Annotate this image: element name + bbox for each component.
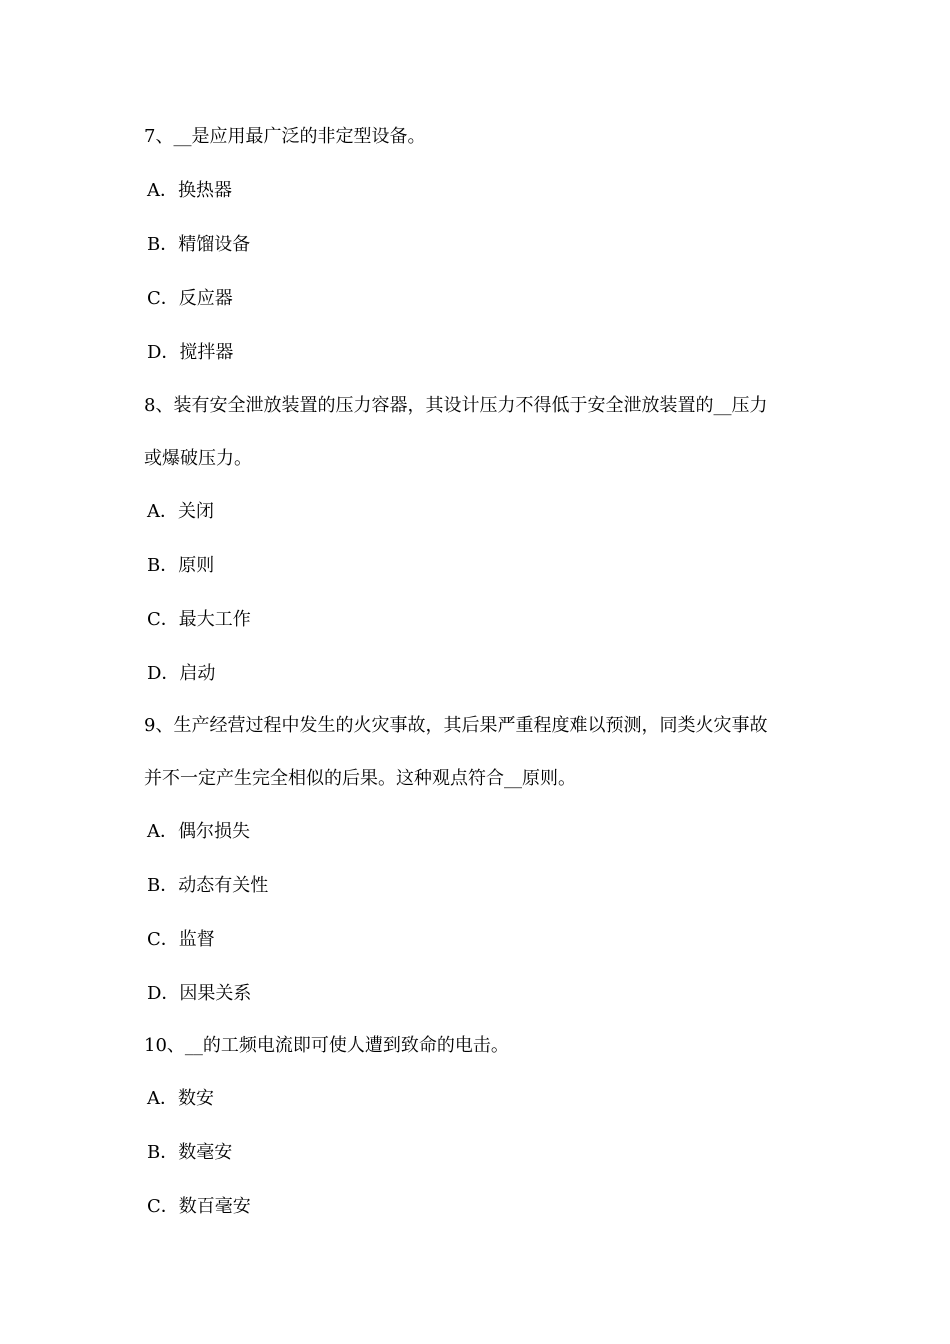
question-10-option-c: C．数百毫安	[147, 1196, 251, 1217]
question-7-option-d: D．搅拌器	[147, 342, 234, 363]
question-9-option-b: B．动态有关性	[147, 875, 269, 896]
question-9-stem-line-2: 并不一定产生完全相似的后果。这种观点符合__原则。	[144, 768, 576, 789]
question-7-option-a: A．换热器	[147, 180, 232, 201]
question-7-option-b: B．精馏设备	[147, 234, 251, 255]
question-9-option-c: C．监督	[147, 929, 215, 950]
question-9-option-a: A．偶尔损失	[147, 821, 250, 842]
question-9-option-d: D．因果关系	[147, 983, 252, 1004]
question-8-option-b: B．原则	[147, 555, 215, 576]
question-7-stem: 7、__是应用最广泛的非定型设备。	[144, 126, 426, 147]
question-8-option-a: A．关闭	[147, 501, 214, 522]
question-8-stem-line-1: 8、装有安全泄放装置的压力容器，其设计压力不得低于安全泄放装置的__压力	[144, 395, 768, 416]
question-8-option-c: C．最大工作	[147, 609, 251, 630]
question-9-stem-line-1: 9、生产经营过程中发生的火灾事故，其后果严重程度难以预测，同类火灾事故	[144, 715, 768, 736]
question-8-option-d: D．启动	[147, 663, 216, 684]
question-10-option-a: A．数安	[147, 1088, 214, 1109]
question-8-stem-line-2: 或爆破压力。	[144, 448, 252, 469]
question-10-stem: 10、__的工频电流即可使人遭到致命的电击。	[144, 1035, 509, 1056]
question-7-option-c: C．反应器	[147, 288, 233, 309]
question-10-option-b: B．数毫安	[147, 1142, 233, 1163]
